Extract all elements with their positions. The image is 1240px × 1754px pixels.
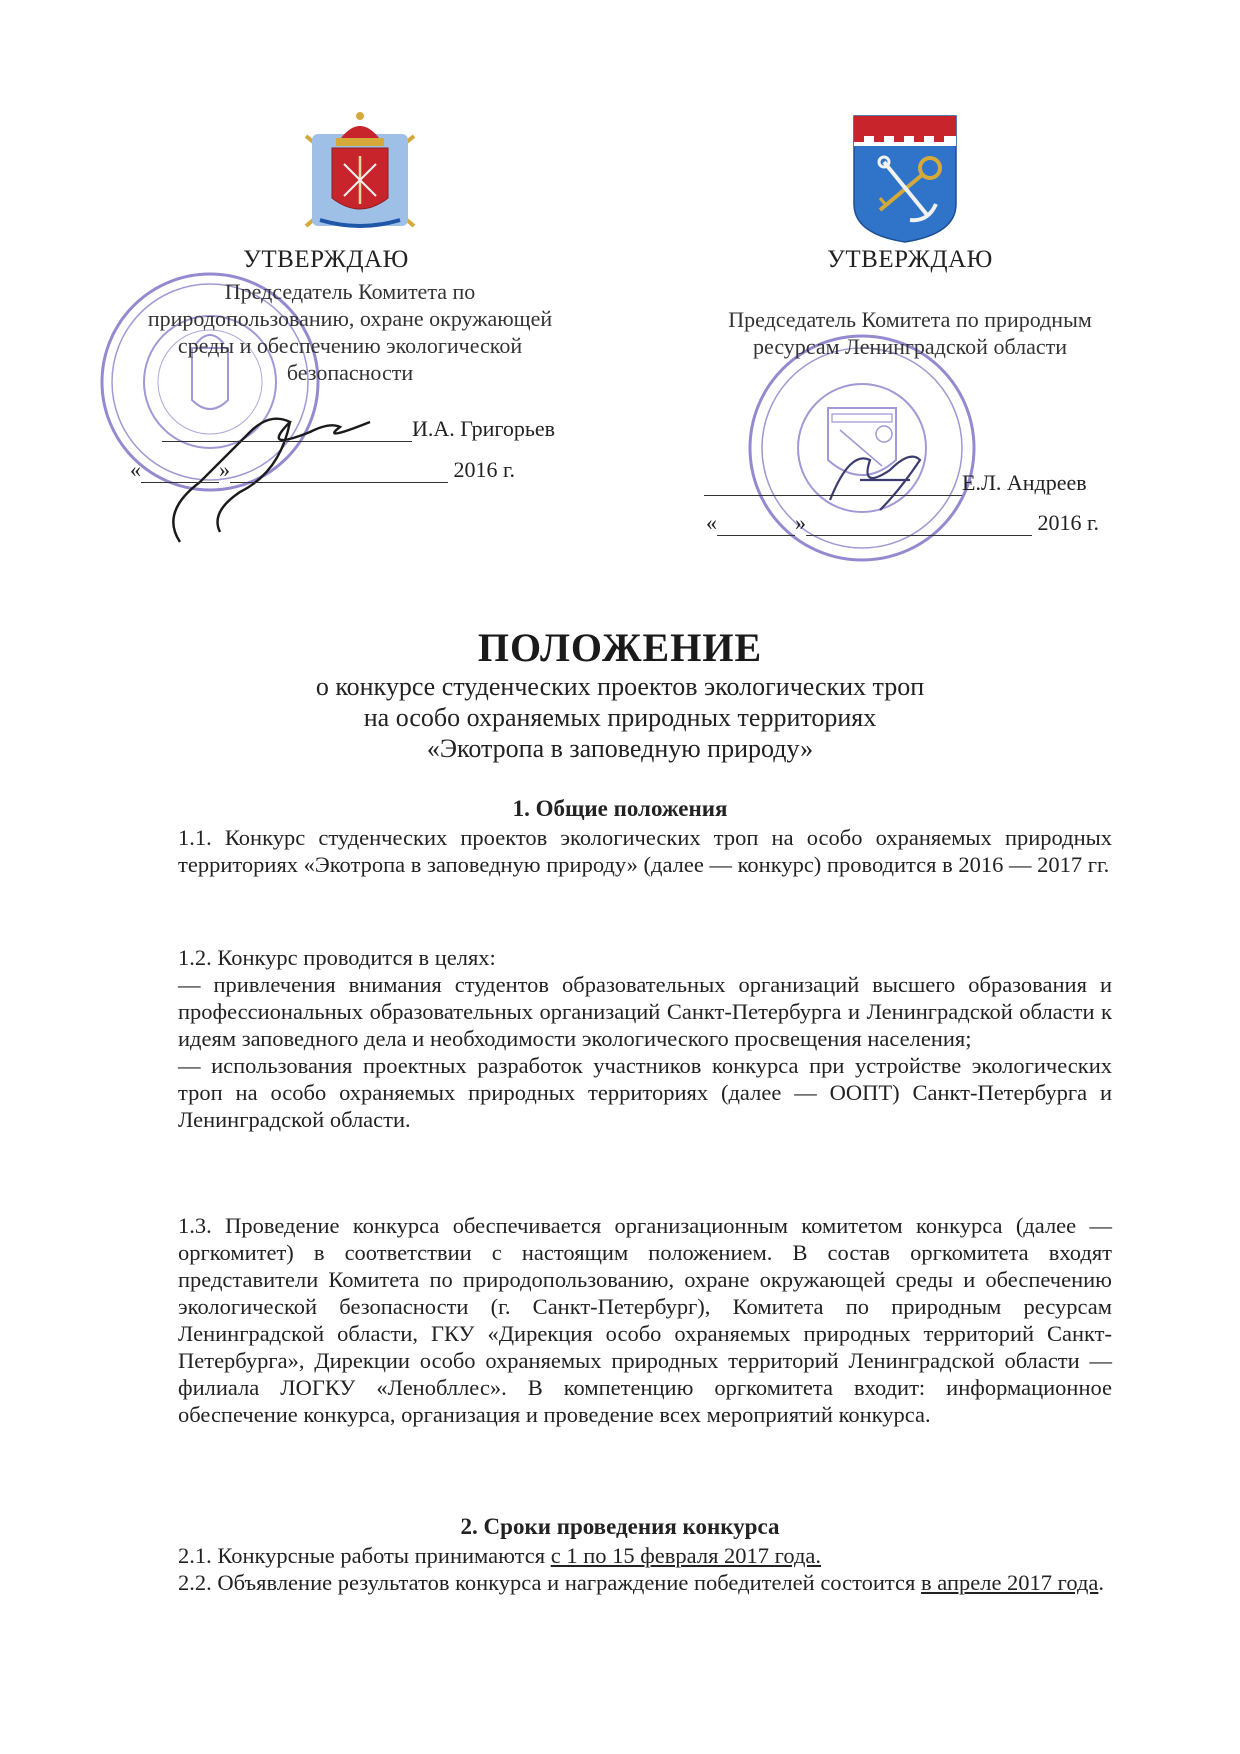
left-date-open: « <box>130 457 141 482</box>
left-position-line: природопользованию, охране окружающей <box>147 306 553 331</box>
left-signatory-name: И.А. Григорьев <box>412 416 556 441</box>
paragraph-1-2-goal-b: — использования проектных разработок участников конкурса при устройстве экологических троп на особо охраняемых природных территориях (далее — ООПТ) Санкт-Петербурга и Ленинградской области. <box>178 1053 1112 1132</box>
left-position-line: среды и обеспечению экологической <box>177 333 523 358</box>
right-date-close: » <box>795 510 806 535</box>
paragraph-1-1-text: 1.1. Конкурс студенческих проектов экологических троп на особо охраняемых природных территориях «Экотропа в заповедную природу» (далее — конкурс) проводится в 2016 — 2017 гг. <box>178 825 1112 877</box>
right-position-line: ресурсам Ленинградской области <box>753 334 1067 359</box>
left-signatory-line <box>162 416 555 442</box>
right-year: 2016 г. <box>1037 510 1100 535</box>
section-2-heading: 2. Сроки проведения конкурса <box>460 1514 780 1539</box>
paragraph-2-2-end: . <box>1098 1570 1105 1595</box>
left-position-line: безопасности <box>286 360 414 385</box>
right-signatory-line <box>704 470 1087 496</box>
right-signature-blank <box>704 473 962 496</box>
left-position <box>110 278 590 386</box>
paragraph-1-3 <box>178 1212 1112 1428</box>
right-position-line: Председатель Комитета по природным <box>728 307 1092 332</box>
paragraph-2-2-lead: 2.2. Объявление результатов конкурса и награждение победителей состоится <box>178 1570 921 1595</box>
paragraph-2-1 <box>178 1542 1112 1569</box>
paragraph-1-2-goal-a: — привлечения внимания студентов образовательных организаций высшего образования и профессиональных образовательных организаций Санкт-Петербурга и Ленинградской области к идеям заповедного дела и необходимости экологического просвещения населения; <box>178 972 1112 1051</box>
left-year: 2016 г. <box>453 457 516 482</box>
left-month-blank <box>230 460 448 483</box>
paragraph-1-2-intro: 1.2. Конкурс проводится в целях: <box>178 945 496 970</box>
paragraph-2-2-text <box>178 1569 1112 1596</box>
paragraph-1-3-text: 1.3. Проведение конкурса обеспечивается организационным комитетом конкурса (далее — оргкомитет) в соответствии с настоящим положением. В состав оргкомитета входят представители Комитета по природопользованию, охране окружающей среды и обеспечению экологической безопасности (г. Санкт-Петербург), Комитета по природным ресурсам Ленинградской области, ГКУ «Дирекция особо охраняемых природных территорий Санкт-Петербурга», Дирекции особо охраняемых природных территорий Ленинградской области — филиала ЛОГКУ «Ленобллес». В компетенцию оргкомитета входит: информационное обеспечение конкурса, организация и проведение всех мероприятий конкурса. <box>178 1213 1112 1427</box>
left-date-close: » <box>219 457 230 482</box>
left-signature-blank <box>162 419 412 442</box>
left-approve-label: УТВЕРЖДАЮ <box>243 246 409 273</box>
document-title-block <box>0 624 1240 764</box>
paragraph-1-2 <box>178 944 1112 1133</box>
left-day-blank <box>141 460 219 483</box>
left-date-line <box>130 457 515 483</box>
document-subtitle-line: о конкурсе студенческих проектов экологических троп <box>315 672 925 701</box>
document-title: ПОЛОЖЕНИЕ <box>477 625 763 670</box>
paragraph-2-1-lead: 2.1. Конкурсные работы принимаются <box>178 1543 551 1568</box>
right-position <box>690 306 1130 360</box>
right-signatory-name: Е.Л. Андреев <box>962 470 1087 495</box>
paragraph-2-2 <box>178 1569 1112 1596</box>
paragraph-1-1 <box>178 824 1112 878</box>
left-position-line: Председатель Комитета по <box>224 279 476 304</box>
right-date-line <box>706 510 1099 536</box>
right-approve-label: УТВЕРЖДАЮ <box>827 246 993 273</box>
section-1-heading: 1. Общие положения <box>512 796 728 821</box>
paragraph-2-1-text <box>178 1542 1112 1569</box>
document-subtitle-line: на особо охраняемых природных территориях <box>363 703 877 732</box>
document-subtitle-line: «Экотропа в заповедную природу» <box>426 734 814 763</box>
lo-coat-of-arms <box>850 112 960 244</box>
right-day-blank <box>717 513 795 536</box>
spb-coat-of-arms <box>298 108 422 236</box>
paragraph-2-1-dates: с 1 по 15 февраля 2017 года. <box>550 1543 822 1568</box>
right-date-open: « <box>706 510 717 535</box>
right-month-blank <box>806 513 1032 536</box>
paragraph-2-2-date: в апреле 2017 года <box>921 1570 1099 1595</box>
